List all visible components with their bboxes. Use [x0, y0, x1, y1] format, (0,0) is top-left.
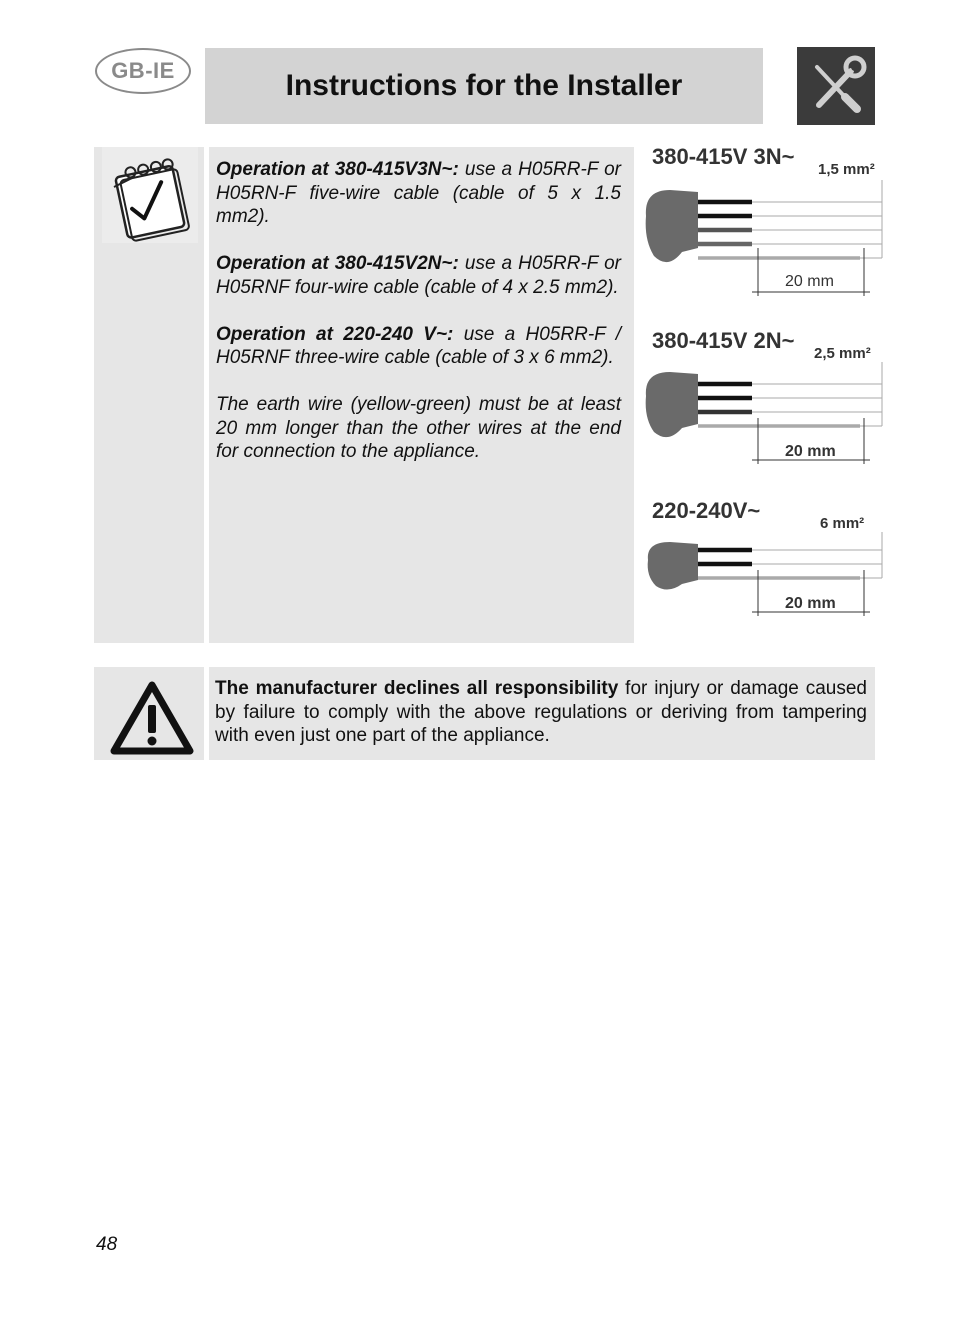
page-title: Instructions for the Installer [205, 48, 763, 124]
diagram-voltage: 220-240V~ [652, 498, 761, 523]
notepad-checkmark-icon [94, 147, 204, 247]
diagram-2n [646, 328, 882, 464]
diagram-voltage: 380-415V 2N~ [652, 328, 795, 353]
liability-text: The manufacturer declines all responsibility for injury or damage caused by failure to comply with the above regulations or deriving from tampering with even just one part of the appliance. [215, 678, 867, 746]
diagram-section: 2,5 mm² [814, 345, 871, 362]
diagram-section: 1,5 mm² [818, 161, 875, 178]
region-badge: GB-IE [95, 48, 191, 94]
diagram-voltage: 380-415V 3N~ [652, 144, 795, 169]
instruction-single-phase: Operation at 220-240 V~: use a H05RR-F / H05RNF three-wire cable (cable of 3 x 6 mm2). [216, 323, 621, 368]
diagram-length: 20 mm [785, 443, 836, 460]
diagram-single-phase [648, 498, 882, 616]
warning-triangle-icon [94, 667, 204, 760]
cable-diagrams [640, 140, 890, 630]
instruction-earth-wire: The earth wire (yellow-green) must be at least 20 mm longer than the other wires at the end for connection to the appliance. [216, 394, 621, 462]
warning-icon-cell [94, 667, 204, 760]
wrench-screwdriver-icon [797, 47, 875, 125]
page-number: 48 [96, 1234, 118, 1255]
liability-notice [209, 667, 875, 760]
instruction-3n: Operation at 380-415V3N~: use a H05RR-F or H05RN-F five-wire cable (cable of 5 x 1.5 mm2). [216, 159, 621, 227]
diagram-3n [646, 144, 882, 296]
diagram-length: 20 mm [785, 273, 834, 290]
instruction-2n: Operation at 380-415V2N~: use a H05RR-F or H05RNF four-wire cable (cable of 4 x 2.5 mm2). [216, 253, 621, 298]
cable-instructions [209, 147, 634, 643]
diagram-length: 20 mm [785, 595, 836, 612]
notepad-icon-cell [94, 147, 204, 643]
diagram-section: 6 mm² [820, 515, 865, 532]
